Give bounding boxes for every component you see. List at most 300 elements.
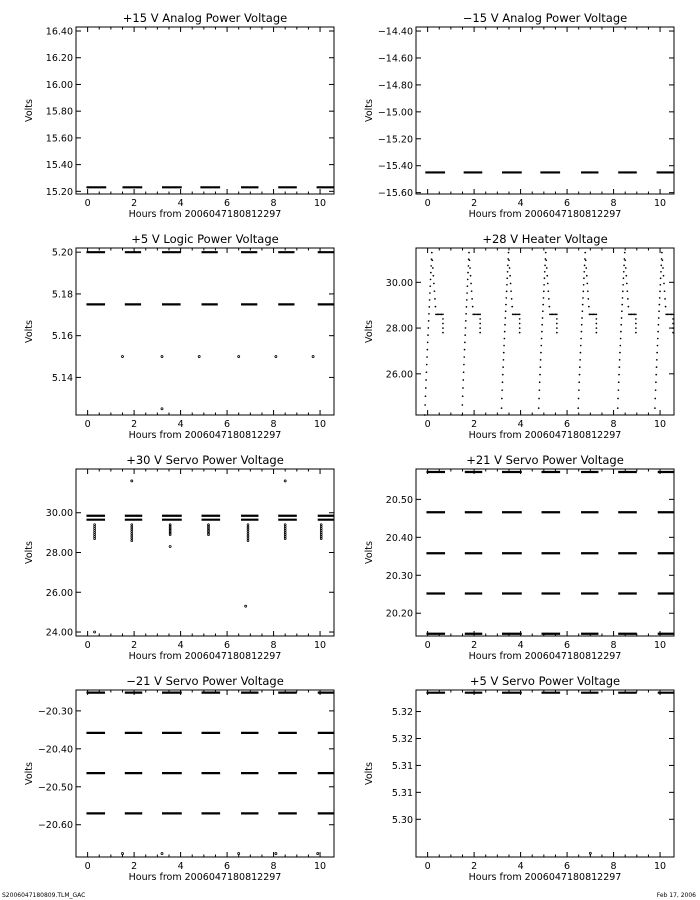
data-point (509, 267, 511, 269)
chart-title: +30 V Servo Power Voltage (126, 453, 284, 467)
data-layer (86, 693, 334, 855)
y-tick-label: 16.40 (45, 26, 73, 38)
data-point (661, 252, 663, 254)
data-point (317, 853, 319, 855)
data-point (505, 304, 507, 306)
x-tick-label: 6 (564, 198, 571, 209)
data-point (247, 535, 249, 537)
x-axis-label: Hours from 2006047180812297 (468, 651, 622, 662)
data-point (585, 259, 587, 261)
chart-title: +28 V Heater Voltage (482, 232, 608, 246)
data-point (656, 359, 658, 361)
x-tick-label: 6 (564, 419, 571, 430)
data-point (542, 304, 544, 306)
data-point (619, 359, 621, 361)
x-tick-label: 0 (84, 198, 91, 209)
y-tick-label: 5.20 (51, 247, 73, 259)
data-point (169, 524, 171, 526)
data-point (511, 298, 513, 300)
data-point (466, 299, 468, 301)
y-tick-label: 20.50 (385, 494, 413, 506)
data-point (465, 320, 467, 322)
data-point (672, 327, 674, 329)
data-point (541, 324, 543, 326)
y-tick-label: 30.00 (385, 277, 413, 289)
data-point (556, 327, 558, 329)
chart-panel-4 (364, 232, 674, 441)
data-point (470, 283, 472, 285)
data-point (660, 265, 662, 267)
data-point (635, 327, 637, 329)
data-point (581, 324, 583, 326)
data-point (469, 267, 471, 269)
x-tick-label: 8 (270, 419, 277, 430)
data-point (464, 334, 466, 336)
data-point (463, 356, 465, 358)
data-point (284, 524, 286, 526)
chart-panel-8 (364, 674, 674, 883)
y-tick-label: −20.30 (37, 706, 73, 718)
data-point (585, 267, 587, 269)
data-point (621, 317, 623, 319)
x-tick-label: 10 (654, 198, 667, 209)
data-point (582, 304, 584, 306)
data-point (245, 605, 247, 607)
data-point (463, 371, 465, 373)
x-tick-label: 6 (224, 640, 231, 651)
x-tick-label: 0 (84, 419, 91, 430)
data-point (462, 379, 464, 381)
data-point (656, 366, 658, 368)
data-point (635, 323, 637, 325)
y-tick-label: 5.18 (51, 289, 73, 301)
data-point (429, 285, 431, 287)
data-point (623, 265, 625, 267)
data-point (586, 275, 588, 277)
data-point (617, 398, 619, 400)
data-point (284, 538, 286, 540)
data-point (131, 480, 133, 482)
data-point (505, 310, 507, 312)
data-point (662, 259, 664, 261)
data-point (545, 259, 547, 261)
data-point (635, 313, 637, 315)
data-point (161, 408, 163, 410)
data-point (662, 267, 664, 269)
data-point (556, 318, 558, 320)
y-axis-label: Volts (364, 541, 375, 564)
data-point (544, 271, 546, 273)
x-tick-label: 10 (314, 640, 327, 651)
data-point (549, 306, 551, 308)
y-tick-label: 24.00 (45, 627, 73, 639)
x-tick-label: 2 (471, 198, 478, 209)
data-point (284, 532, 286, 534)
data-point (284, 530, 286, 532)
data-point (94, 631, 96, 633)
data-point (430, 272, 432, 274)
x-tick-label: 10 (314, 198, 327, 209)
y-tick-label: 20.20 (385, 608, 413, 620)
data-point (545, 252, 547, 254)
x-tick-label: 10 (654, 419, 667, 430)
data-point (426, 364, 428, 366)
data-point (502, 366, 504, 368)
y-axis-label: Volts (364, 320, 375, 343)
data-point (462, 395, 464, 397)
data-point (626, 283, 628, 285)
data-point (596, 327, 598, 329)
data-point (470, 275, 472, 277)
y-tick-label: 5.31 (391, 760, 413, 772)
data-point (654, 407, 656, 409)
data-point (579, 359, 581, 361)
data-point (320, 536, 322, 538)
x-tick-label: 4 (517, 861, 524, 872)
y-tick-label: 20.40 (385, 532, 413, 544)
x-tick-label: 0 (424, 640, 431, 651)
data-point (131, 533, 133, 535)
data-point (548, 298, 550, 300)
y-tick-label: −15.40 (377, 161, 413, 173)
data-point (424, 414, 426, 416)
x-tick-label: 4 (517, 419, 524, 430)
data-point (587, 298, 589, 300)
data-layer (86, 252, 334, 410)
y-tick-label: 26.00 (385, 369, 413, 381)
data-point (655, 389, 657, 391)
data-point (169, 546, 171, 548)
y-tick-label: −15.00 (377, 107, 413, 119)
x-tick-label: 4 (177, 861, 184, 872)
data-point (620, 324, 622, 326)
data-point (660, 277, 662, 279)
data-point (442, 323, 444, 325)
data-point (161, 853, 163, 855)
y-axis-label: Volts (364, 762, 375, 785)
x-tick-label: 4 (177, 419, 184, 430)
data-point (320, 530, 322, 532)
chart-title: +5 V Servo Power Voltage (469, 674, 621, 688)
data-point (635, 332, 637, 334)
data-point (461, 404, 463, 406)
data-point (672, 313, 674, 315)
data-point (663, 275, 665, 277)
data-point (429, 299, 431, 301)
data-point (504, 331, 506, 333)
data-point (247, 524, 249, 526)
data-point (506, 277, 508, 279)
data-point (320, 534, 322, 536)
data-point (623, 271, 625, 273)
data-point (506, 284, 508, 286)
data-point (580, 352, 582, 354)
data-point (546, 275, 548, 277)
data-point (581, 317, 583, 319)
data-point (429, 292, 431, 294)
x-tick-label: 8 (270, 640, 277, 651)
y-tick-label: 5.31 (391, 787, 413, 799)
chart-title: −15 V Analog Power Voltage (462, 11, 628, 25)
data-point (596, 323, 598, 325)
data-point (583, 271, 585, 273)
x-tick-label: 8 (610, 419, 617, 430)
x-tick-label: 0 (84, 861, 91, 872)
data-point (504, 338, 506, 340)
data-point (618, 389, 620, 391)
data-point (284, 526, 286, 528)
data-point (596, 313, 598, 315)
data-point (320, 532, 322, 534)
data-point (621, 304, 623, 306)
data-point (619, 345, 621, 347)
data-point (501, 389, 503, 391)
x-axis-label: Hours from 2006047180812297 (128, 209, 282, 220)
data-point (635, 318, 637, 320)
data-point (430, 279, 432, 281)
x-axis-label: Hours from 2006047180812297 (468, 209, 622, 220)
x-axis-label: Hours from 2006047180812297 (128, 430, 282, 441)
data-point (542, 317, 544, 319)
x-tick-label: 8 (610, 198, 617, 209)
data-point (503, 345, 505, 347)
data-point (578, 398, 580, 400)
data-point (519, 318, 521, 320)
y-tick-label: 15.60 (45, 133, 73, 145)
data-point (577, 407, 579, 409)
chart-title: +15 V Analog Power Voltage (122, 11, 288, 25)
y-tick-label: −20.40 (37, 744, 73, 756)
data-point (479, 327, 481, 329)
data-point (479, 323, 481, 325)
data-point (586, 283, 588, 285)
data-point (582, 297, 584, 299)
data-point (596, 332, 598, 334)
data-point (620, 331, 622, 333)
chart-title: +5 V Logic Power Voltage (131, 232, 279, 246)
data-point (428, 313, 430, 315)
data-point (508, 259, 510, 261)
data-point (94, 528, 96, 530)
data-point (94, 524, 96, 526)
data-point (657, 331, 659, 333)
data-point (654, 398, 656, 400)
plot-frame (416, 690, 674, 857)
data-point (580, 338, 582, 340)
y-tick-label: 28.00 (385, 323, 413, 335)
x-tick-label: 2 (131, 198, 138, 209)
data-point (508, 252, 510, 254)
data-point (94, 536, 96, 538)
x-tick-label: 4 (177, 640, 184, 651)
y-tick-label: −20.60 (37, 820, 73, 832)
y-tick-label: 15.40 (45, 160, 73, 172)
chart-panel-6 (364, 453, 674, 662)
data-point (425, 379, 427, 381)
data-point (320, 524, 322, 526)
data-point (624, 252, 626, 254)
y-tick-label: 15.80 (45, 106, 73, 118)
y-tick-label: −14.60 (377, 53, 413, 65)
data-point (556, 332, 558, 334)
data-point (617, 407, 619, 409)
data-point (660, 271, 662, 273)
x-axis-label: Hours from 2006047180812297 (128, 651, 282, 662)
data-point (131, 524, 133, 526)
data-point (121, 853, 123, 855)
data-point (539, 389, 541, 391)
data-point (479, 318, 481, 320)
data-point (284, 480, 286, 482)
x-tick-label: 0 (424, 861, 431, 872)
data-point (284, 534, 286, 536)
data-point (94, 538, 96, 540)
plot-frame (76, 469, 334, 636)
data-point (655, 381, 657, 383)
data-point (427, 334, 429, 336)
data-point (621, 310, 623, 312)
x-tick-label: 2 (131, 640, 138, 651)
data-point (468, 252, 470, 254)
data-point (663, 283, 665, 285)
x-tick-label: 2 (471, 861, 478, 872)
data-point (659, 297, 661, 299)
data-point (464, 341, 466, 343)
data-point (519, 327, 521, 329)
data-point (161, 356, 163, 358)
data-point (467, 279, 469, 281)
data-point (427, 349, 429, 351)
plot-frame (416, 27, 674, 194)
x-tick-label: 8 (610, 861, 617, 872)
x-tick-label: 6 (564, 861, 571, 872)
data-point (502, 374, 504, 376)
data-point (464, 349, 466, 351)
x-tick-label: 10 (654, 640, 667, 651)
data-point (121, 356, 123, 358)
data-point (584, 265, 586, 267)
data-point (580, 345, 582, 347)
data-point (623, 277, 625, 279)
data-point (541, 331, 543, 333)
y-tick-label: 28.00 (45, 548, 73, 559)
y-tick-label: 20.30 (385, 570, 413, 582)
data-point (504, 317, 506, 319)
x-tick-label: 2 (471, 419, 478, 430)
data-point (466, 306, 468, 308)
x-tick-label: 2 (131, 861, 138, 872)
data-point (510, 283, 512, 285)
data-point (539, 366, 541, 368)
x-tick-label: 10 (314, 861, 327, 872)
data-point (584, 252, 586, 254)
data-point (442, 327, 444, 329)
data-point (442, 318, 444, 320)
data-point (657, 338, 659, 340)
data-point (655, 374, 657, 376)
data-point (625, 267, 627, 269)
data-point (672, 323, 674, 325)
data-point (424, 404, 426, 406)
data-point (468, 265, 470, 267)
data-point (596, 318, 598, 320)
data-point (658, 310, 660, 312)
data-point (579, 374, 581, 376)
data-layer (86, 480, 334, 633)
x-axis-label: Hours from 2006047180812297 (468, 430, 622, 441)
data-point (427, 341, 429, 343)
data-point (511, 306, 513, 308)
data-point (471, 298, 473, 300)
data-point (539, 374, 541, 376)
y-axis-label: Volts (24, 99, 35, 122)
data-point (543, 284, 545, 286)
data-point (538, 398, 540, 400)
data-point (284, 536, 286, 538)
data-point (472, 306, 474, 308)
footer-date: Feb 17, 2006 (656, 892, 696, 899)
data-point (539, 381, 541, 383)
x-tick-label: 6 (224, 419, 231, 430)
data-point (467, 272, 469, 274)
data-point (428, 306, 430, 308)
y-tick-label: 26.00 (45, 587, 73, 599)
x-tick-label: 10 (654, 861, 667, 872)
data-point (275, 356, 277, 358)
data-point (479, 313, 481, 315)
data-point (131, 531, 133, 533)
data-point (519, 313, 521, 315)
data-point (542, 310, 544, 312)
data-point (540, 345, 542, 347)
y-tick-label: 5.32 (391, 733, 413, 745)
data-point (471, 290, 473, 292)
data-point (479, 332, 481, 334)
data-point (544, 277, 546, 279)
data-point (618, 381, 620, 383)
data-point (284, 528, 286, 530)
y-tick-label: −14.80 (377, 80, 413, 92)
x-tick-label: 0 (84, 640, 91, 651)
data-point (320, 526, 322, 528)
data-point (620, 338, 622, 340)
data-point (658, 324, 660, 326)
data-point (247, 531, 249, 533)
data-point (664, 290, 666, 292)
data-point (94, 534, 96, 536)
data-point (583, 277, 585, 279)
y-tick-label: 16.00 (45, 79, 73, 91)
data-point (503, 359, 505, 361)
data-point (657, 345, 659, 347)
data-point (624, 259, 626, 261)
x-tick-label: 8 (270, 861, 277, 872)
data-point (540, 352, 542, 354)
data-point (547, 290, 549, 292)
data-point (556, 323, 558, 325)
data-point (519, 323, 521, 325)
data-point (94, 530, 96, 532)
x-axis-label: Hours from 2006047180812297 (468, 872, 622, 883)
data-point (469, 259, 471, 261)
x-tick-label: 4 (517, 198, 524, 209)
y-axis-label: Volts (364, 99, 375, 122)
y-tick-label: 15.20 (45, 186, 73, 198)
data-point (208, 524, 210, 526)
data-point (442, 313, 444, 315)
data-point (247, 533, 249, 535)
chart-panel-7 (24, 674, 334, 883)
